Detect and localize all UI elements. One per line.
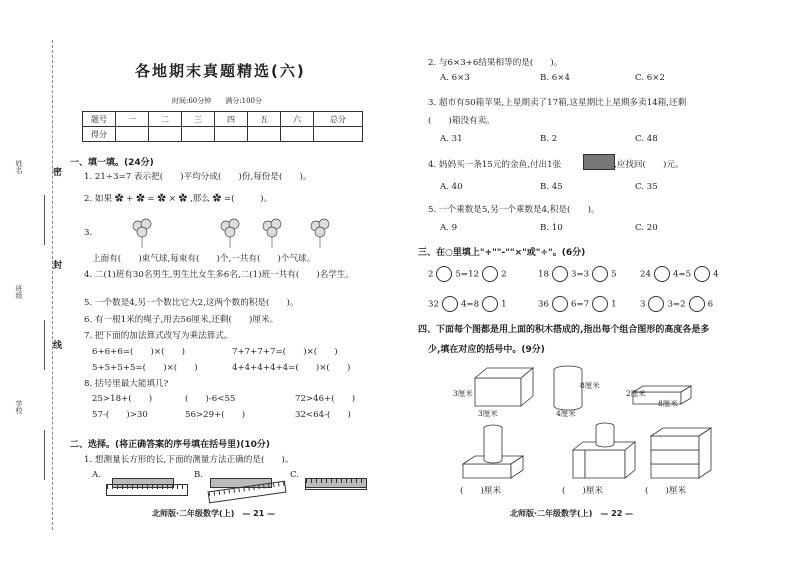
operator-row (640, 266, 719, 282)
operator-circle[interactable] (482, 296, 498, 312)
operand: 24 (640, 269, 651, 280)
question-2-3: 3. 超市有50箱苹果,上星期卖了17箱,这星期比上星期多卖14箱,还剩 (428, 98, 687, 108)
dim-label: 8厘米 (580, 381, 600, 390)
seal-mark: 密 (53, 168, 63, 178)
score-header: 二 (149, 112, 182, 127)
answer-blank[interactable]: ( )厘米 (562, 486, 604, 496)
school-underline (44, 430, 45, 480)
score-cell[interactable] (149, 127, 182, 142)
operand: 5 (611, 269, 617, 280)
operator-circle[interactable] (592, 266, 608, 282)
section2-heading: 二、选择。(将正确答案的序号填在括号里)(10分) (70, 440, 270, 450)
section4-heading: 四、下面每个图都是用上面的积木搭成的,指出每个组合图形的高度各是多 (418, 325, 710, 335)
q3-option: B. 2 (540, 134, 558, 144)
score-header: 四 (215, 112, 248, 127)
dim-label: 3厘米 (478, 409, 498, 418)
binding-strip (0, 0, 63, 566)
question-1-8: 8. 括号里最大能填几? (84, 379, 169, 389)
building-blocks-image (455, 360, 755, 420)
q8-row: 72>46+( ) (295, 394, 356, 404)
score-cell[interactable] (116, 127, 149, 142)
q2-option: C. 6×2 (635, 73, 665, 83)
dim-label: 3厘米 (453, 389, 473, 398)
score-cell[interactable] (182, 127, 215, 142)
score-header: 题号 (83, 112, 116, 127)
score-cell[interactable] (281, 127, 314, 142)
operand: 1 (611, 299, 617, 310)
q5-option: A. 9 (440, 223, 458, 233)
operand: 5=12 (455, 269, 480, 280)
footer-right: 北师版·二年级数学(上) — 22 — (510, 509, 634, 518)
answer-blank[interactable]: ( )厘米 (460, 486, 502, 496)
operator-circle[interactable] (442, 296, 458, 312)
score-cell[interactable] (314, 127, 363, 142)
question-1-5: 5. 一个数是4,另一个数比它大2,这两个数的积是( )。 (84, 298, 299, 308)
score-cell[interactable] (248, 127, 281, 142)
option-b-label: B. (194, 470, 204, 480)
ruler-image (106, 484, 188, 496)
operand: 6 (707, 299, 714, 310)
question-2-5: 5. 一个乘数是5,另一个乘数是4,积是( )。 (428, 205, 600, 215)
class-underline (44, 320, 45, 370)
score-cell[interactable] (215, 127, 248, 142)
question-1-3-label: 3. (84, 228, 93, 238)
ruler-image (305, 478, 367, 490)
xian-mark: 线 (53, 341, 63, 351)
operator-circle[interactable] (552, 266, 568, 282)
q5-option: C. 20 (635, 223, 658, 233)
dim-label: 8厘米 (658, 399, 678, 408)
q3-option: A. 31 (440, 134, 463, 144)
q7-row: 5+5+5+5=( )×( ) (92, 363, 198, 373)
score-header: 五 (248, 112, 281, 127)
option-a-label: A. (92, 470, 101, 480)
question-1-3-text: 上面有( )束气球,每束有( )个,一共有( )个气球。 (92, 254, 316, 264)
q3-option: C. 48 (635, 134, 658, 144)
score-header: 一 (116, 112, 149, 127)
operator-circle[interactable] (694, 266, 710, 282)
option-c-label: C. (290, 470, 300, 480)
operand: 3=3 (570, 269, 590, 280)
feng-mark: 封 (53, 261, 63, 271)
question-1-2: 2. 如果 ✿ + ✿ = ✿ × ✿ ,那么 ✿ =( )。 (84, 194, 273, 204)
question-1-6: 6. 有一根1米的绳子,用去56厘米,还剩( )厘米。 (84, 315, 279, 325)
question-2-2: 2. 与6×3+6结果相等的是( )。 (428, 58, 563, 68)
operator-circle[interactable] (436, 266, 452, 282)
q7-row: 4+4+4+4+4=( )×( ) (232, 363, 351, 373)
q8-row: 32<64-( ) (295, 410, 351, 420)
operator-row (538, 266, 617, 282)
answer-blank[interactable]: ( )厘米 (645, 486, 687, 496)
question-1-1: 1. 21÷3=7 表示把( )平均分成( )份,每份是( )。 (84, 172, 312, 182)
operand: 4=5 (672, 269, 692, 280)
question-2-1: 1. 想测量长方形的长,下面的测量方法正确的是( )。 (84, 455, 294, 465)
q8-row: 57-( )>30 (92, 410, 148, 420)
cut-line (52, 40, 53, 530)
section3-heading: 三、在○里填上"+""-""×"或"÷"。(6分) (418, 248, 586, 258)
operator-circle[interactable] (689, 296, 705, 312)
q4-option: A. 40 (440, 182, 463, 192)
question-2-3-cont: ( )箱没有卖。 (428, 116, 495, 126)
name-underline (44, 195, 45, 245)
combined-figures-image (455, 420, 755, 482)
question-2-4: 4. 妈妈买一条15元的金鱼,付出1张 (428, 160, 562, 170)
operator-circle[interactable] (482, 266, 498, 282)
score-table (82, 111, 363, 142)
operand: 2 (501, 269, 507, 280)
q7-row: 7+7+7+7=( )×( ) (232, 347, 338, 357)
q8-row: 25>18+( ) (92, 394, 153, 404)
school-label: 学校 (15, 400, 23, 414)
score-header: 六 (281, 112, 314, 127)
operator-row (428, 296, 507, 312)
dim-label: 4厘米 (556, 409, 576, 418)
q8-row: 56>29+( ) (185, 410, 246, 420)
question-2-4-cont: ,应找回( )元。 (614, 160, 684, 170)
score-row-label: 得分 (83, 127, 116, 142)
q2-option: A. 6×3 (440, 73, 470, 83)
operand: 32 (428, 299, 439, 310)
score-header: 三 (182, 112, 215, 127)
operand: 1 (501, 299, 507, 310)
question-1-7: 7. 把下面的加法算式改写为乘法算式。 (84, 331, 233, 341)
operand: 6=7 (570, 299, 590, 310)
operand: 18 (538, 269, 549, 280)
page-title: 各地期末真题精选(六) (135, 62, 306, 80)
operand: 4 (713, 269, 719, 280)
balloon-bunches-image (128, 212, 368, 252)
q2-option: B. 6×4 (540, 73, 570, 83)
dim-label: 2厘米 (626, 389, 646, 398)
q7-row: 6+6+6=( )×( ) (92, 347, 185, 357)
name-label: 姓名 (15, 160, 23, 174)
operator-circle[interactable] (592, 296, 608, 312)
banknote-image (583, 154, 615, 170)
operator-row (640, 296, 713, 312)
exam-meta: 时间:60分钟 满分:100分 (172, 97, 262, 105)
operator-row (538, 296, 617, 312)
footer-left: 北师版·二年级数学(上) — 21 — (152, 509, 276, 518)
operand: 4=8 (460, 299, 480, 310)
q8-row: ( )-6<55 (185, 394, 236, 404)
operand: 36 (538, 299, 549, 310)
question-1-4: 4. 二(1)班有30名男生,男生比女生多6名,二(1)班一共有( )名学生。 (84, 270, 355, 280)
operator-row (428, 266, 507, 282)
class-label: 班级 (15, 285, 23, 299)
q4-option: C. 35 (635, 182, 658, 192)
score-header: 总分 (314, 112, 363, 127)
section4-heading-cont: 少,填在对应的括号中。(9分) (428, 345, 545, 355)
section1-heading: 一、填一填。(24分) (70, 158, 154, 168)
q5-option: B. 10 (540, 223, 563, 233)
operand: 3=2 (667, 299, 686, 310)
operand: 3 (640, 299, 646, 310)
operand: 2 (428, 269, 434, 280)
operator-circle[interactable] (648, 296, 664, 312)
q4-option: B. 45 (540, 182, 563, 192)
operator-circle[interactable] (552, 296, 568, 312)
operator-circle[interactable] (654, 266, 670, 282)
